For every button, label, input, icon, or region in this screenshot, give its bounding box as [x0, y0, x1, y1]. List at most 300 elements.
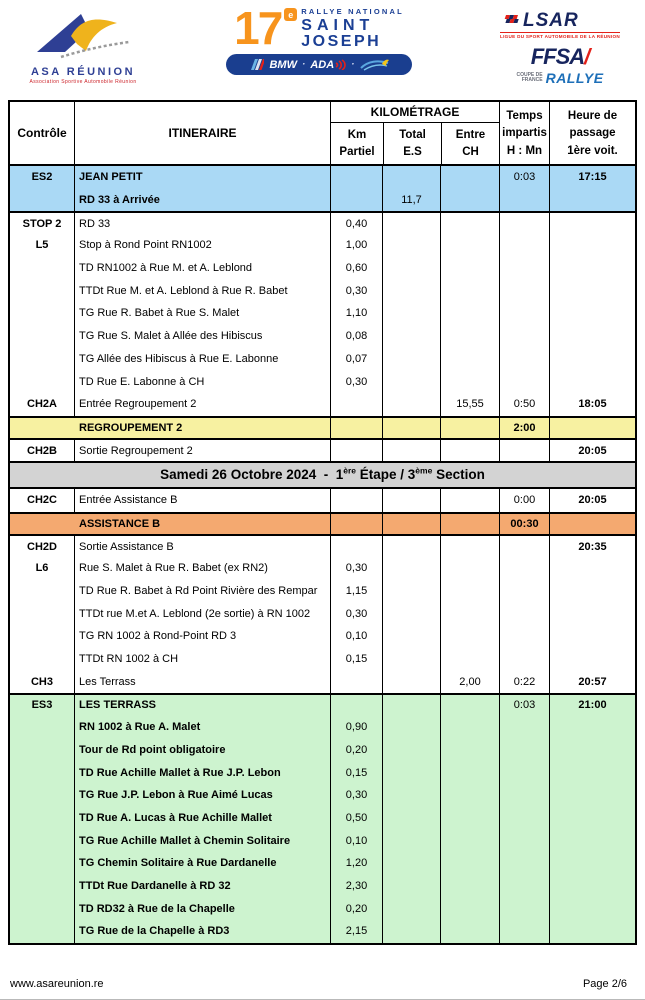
control-cell: [10, 580, 74, 603]
control-cell: [10, 784, 74, 807]
heure-cell: 20:35: [549, 536, 635, 557]
entre-ch-cell: [440, 716, 499, 739]
itinerary-cell: TG Chemin Solitaire à Rue Dardanelle: [74, 852, 330, 875]
total-es-cell: [382, 670, 440, 693]
bmw-m-stripes-icon: [248, 59, 264, 70]
entre-ch-cell: [440, 325, 499, 348]
km-partiel-cell: 0,20: [330, 739, 382, 762]
heure-cell: [549, 807, 635, 830]
km-partiel-cell: [330, 489, 382, 512]
table-row: [10, 302, 635, 325]
heure-cell: [549, 761, 635, 784]
rows-after-banner: [10, 489, 635, 943]
itinerary-cell: TG RN 1002 à Rond-Point RD 3: [74, 625, 330, 648]
control-cell: [10, 852, 74, 875]
temps-cell: [499, 370, 549, 393]
table-row: [10, 257, 635, 280]
lsar-logo: [500, 12, 620, 39]
total-es-cell: [382, 739, 440, 762]
itinerary-cell: TD Rue E. Labonne à CH: [74, 370, 330, 393]
temps-cell: 0:00: [499, 489, 549, 512]
table-row: [10, 234, 635, 257]
entre-ch-cell: [440, 625, 499, 648]
total-es-cell: [382, 875, 440, 898]
table-row: [10, 557, 635, 580]
table-row: [10, 580, 635, 603]
temps-cell: [499, 897, 549, 920]
total-es-cell: [382, 213, 440, 234]
km-partiel-cell: 0,30: [330, 279, 382, 302]
temps-cell: 00:30: [499, 514, 549, 535]
ffsa-name: FFSA: [530, 44, 585, 69]
wave-icon: [360, 58, 390, 71]
control-cell: CH2D: [27, 540, 57, 553]
total-es-cell: [382, 557, 440, 580]
itinerary-cell: REGROUPEMENT 2: [79, 421, 183, 434]
entre-ch-cell: [440, 807, 499, 830]
km-partiel-cell: 0,30: [330, 602, 382, 625]
table-row: [10, 166, 635, 189]
total-es-cell: [382, 393, 440, 416]
table-row: [10, 393, 635, 416]
header-controle: Contrôle: [17, 126, 67, 140]
temps-cell: [499, 302, 549, 325]
entre-ch-cell: [440, 489, 499, 512]
temps-cell: [499, 807, 549, 830]
control-cell: [10, 920, 74, 943]
event-line2: SAINT: [301, 17, 375, 34]
control-cell: STOP 2: [22, 217, 62, 230]
temps-cell: [499, 325, 549, 348]
entre-ch-cell: [440, 829, 499, 852]
total-es-cell: [382, 897, 440, 920]
heure-cell: [549, 514, 635, 535]
header-entre-ch: Entre CH: [441, 123, 499, 164]
ffsa-slash: /: [584, 44, 590, 69]
table-row: [10, 625, 635, 648]
temps-cell: 0:50: [499, 393, 549, 416]
temps-cell: [499, 234, 549, 257]
itinerary-cell: TG Rue Achille Mallet à Chemin Solitaire: [74, 829, 330, 852]
temps-cell: [499, 852, 549, 875]
header-temps: Temps impartis H : Mn: [499, 102, 549, 164]
temps-cell: [499, 716, 549, 739]
control-cell: CH2A: [27, 398, 57, 411]
itinerary-cell: Stop à Rond Point RN1002: [74, 234, 330, 257]
km-partiel-cell: 0,10: [330, 829, 382, 852]
control-cell: [10, 807, 74, 830]
itinerary-cell: Les Terrass: [74, 670, 330, 693]
table-row: [10, 716, 635, 739]
heure-cell: [549, 625, 635, 648]
checkered-flag-icon: [500, 15, 520, 27]
control-cell: CH2C: [27, 494, 57, 507]
itinerary-cell: TG Rue de la Chapelle à RD3: [74, 920, 330, 943]
entre-ch-cell: [440, 418, 499, 439]
page-footer: [10, 978, 627, 990]
control-cell: [10, 514, 74, 535]
km-partiel-cell: [330, 536, 382, 557]
entre-ch-cell: [440, 580, 499, 603]
total-es-cell: [382, 695, 440, 716]
header-km-partiel: Km Partiel: [339, 129, 375, 158]
control-cell: [10, 829, 74, 852]
km-partiel-cell: [330, 418, 382, 439]
control-cell: [10, 279, 74, 302]
entre-ch-cell: [440, 602, 499, 625]
table-row: [10, 370, 635, 393]
temps-cell: [499, 536, 549, 557]
km-partiel-cell: 0,20: [330, 897, 382, 920]
itinerary-cell: TD RN1002 à Rue M. et A. Leblond: [74, 257, 330, 280]
km-partiel-cell: [330, 440, 382, 461]
control-cell: [10, 602, 74, 625]
km-partiel-cell: 0,30: [330, 370, 382, 393]
itinerary-cell: TTDt Rue Dardanelle à RD 32: [74, 875, 330, 898]
heure-cell: [549, 348, 635, 371]
km-partiel-cell: 0,10: [330, 625, 382, 648]
temps-cell: 0:03: [499, 695, 549, 716]
total-es-cell: [382, 370, 440, 393]
temps-cell: [499, 580, 549, 603]
heure-cell: [549, 279, 635, 302]
km-partiel-cell: 0,50: [330, 807, 382, 830]
temps-cell: [499, 348, 549, 371]
itinerary-cell: TTDt RN 1002 à CH: [74, 648, 330, 671]
control-cell: CH3: [30, 675, 53, 688]
control-cell: [10, 648, 74, 671]
control-cell: [10, 875, 74, 898]
total-es-cell: [382, 234, 440, 257]
control-cell: [10, 302, 74, 325]
heure-cell: [549, 875, 635, 898]
temps-cell: 0:22: [499, 670, 549, 693]
temps-cell: [499, 213, 549, 234]
temps-cell: [499, 761, 549, 784]
control-cell: [10, 370, 74, 393]
lsar-subtitle: LIGUE DU SPORT AUTOMOBILE DE LA RÉUNION: [500, 34, 620, 39]
control-cell: [10, 761, 74, 784]
km-partiel-cell: 0,60: [330, 257, 382, 280]
table-row: [10, 211, 635, 234]
heure-cell: 20:57: [549, 670, 635, 693]
total-es-cell: [382, 625, 440, 648]
km-partiel-cell: [330, 514, 382, 535]
km-partiel-cell: 1,20: [330, 852, 382, 875]
itinerary-cell: TD Rue R. Babet à Rd Point Rivière des Rempar: [74, 580, 330, 603]
entre-ch-cell: [440, 761, 499, 784]
total-es-cell: [382, 829, 440, 852]
itinerary-cell: Entrée Assistance B: [74, 489, 330, 512]
lsar-name: LSAR: [523, 10, 579, 31]
sponsor-bmw: BMW: [269, 58, 297, 71]
heure-cell: [549, 557, 635, 580]
federation-logos: [485, 12, 635, 86]
itinerary-cell: TD Rue Achille Mallet à Rue J.P. Lebon: [74, 761, 330, 784]
table-row: [10, 897, 635, 920]
itinerary-cell: RD 33 à Arrivée: [74, 189, 330, 212]
heure-cell: [549, 234, 635, 257]
table-row: [10, 875, 635, 898]
table-row: [10, 670, 635, 693]
total-es-cell: [382, 536, 440, 557]
total-es-cell: [382, 761, 440, 784]
total-es-cell: [382, 602, 440, 625]
header-itineraire: ITINERAIRE: [74, 102, 330, 164]
entre-ch-cell: [440, 189, 499, 212]
km-partiel-cell: 1,00: [330, 234, 382, 257]
heure-cell: 18:05: [549, 393, 635, 416]
entre-ch-cell: [440, 257, 499, 280]
control-cell: [10, 348, 74, 371]
temps-cell: [499, 875, 549, 898]
table-row: [10, 648, 635, 671]
temps-cell: [499, 257, 549, 280]
total-es-cell: [382, 580, 440, 603]
table-row: [10, 784, 635, 807]
entre-ch-cell: [440, 695, 499, 716]
entre-ch-cell: [440, 557, 499, 580]
itinerary-cell: LES TERRASS: [74, 695, 330, 716]
entre-ch-cell: [440, 279, 499, 302]
entre-ch-cell: [440, 166, 499, 189]
itinerary-cell: Sortie Regroupement 2: [74, 440, 330, 461]
table-row: [10, 416, 635, 439]
control-cell: [10, 418, 74, 439]
heure-cell: [549, 648, 635, 671]
heure-cell: [549, 302, 635, 325]
header-total-es: Total E.S: [383, 123, 441, 164]
itinerary-cell: TG Rue S. Malet à Allée des Hibiscus: [74, 325, 330, 348]
km-partiel-cell: 2,15: [330, 920, 382, 943]
itinerary-cell: RD 33: [74, 213, 330, 234]
itinerary-cell: TG Rue R. Babet à Rue S. Malet: [74, 302, 330, 325]
total-es-cell: [382, 257, 440, 280]
km-partiel-cell: 0,15: [330, 761, 382, 784]
entre-ch-cell: [440, 875, 499, 898]
itinerary-table: [8, 100, 637, 945]
temps-cell: [499, 739, 549, 762]
heure-cell: [549, 370, 635, 393]
asa-mountain-icon: [31, 10, 135, 60]
itinerary-cell: TTDt rue M.et A. Leblond (2e sortie) à RN 1002: [74, 602, 330, 625]
itinerary-cell: TD Rue A. Lucas à Rue Achille Mallet: [74, 807, 330, 830]
entre-ch-cell: [440, 440, 499, 461]
table-row: [10, 189, 635, 212]
km-partiel-cell: 0,07: [330, 348, 382, 371]
total-es-cell: [382, 514, 440, 535]
total-es-cell: [382, 920, 440, 943]
heure-cell: [549, 829, 635, 852]
entre-ch-cell: [440, 897, 499, 920]
temps-cell: [499, 440, 549, 461]
heure-cell: [549, 897, 635, 920]
stage-date-banner: Samedi 26 Octobre 2024 - 1ère Étape / 3ème Section: [10, 461, 635, 489]
event-line3: JOSEPH: [301, 33, 382, 50]
header-heure: Heure de passage 1ère voit.: [549, 102, 635, 164]
km-partiel-cell: 1,10: [330, 302, 382, 325]
event-number-suffix: e: [284, 8, 297, 21]
temps-cell: [499, 625, 549, 648]
heure-cell: [549, 580, 635, 603]
sponsor-ada: ADA: [310, 58, 335, 71]
heure-cell: [549, 213, 635, 234]
temps-cell: [499, 279, 549, 302]
temps-cell: [499, 189, 549, 212]
itinerary-cell: TG Allée des Hibiscus à Rue E. Labonne: [74, 348, 330, 371]
table-row: [10, 438, 635, 461]
ada-signal-icon: [334, 59, 346, 70]
entre-ch-cell: [440, 514, 499, 535]
entre-ch-cell: 2,00: [440, 670, 499, 693]
total-es-cell: [382, 348, 440, 371]
control-cell: [10, 716, 74, 739]
control-cell: [10, 189, 74, 212]
km-partiel-cell: 0,08: [330, 325, 382, 348]
control-cell: L6: [35, 562, 49, 575]
entre-ch-cell: [440, 370, 499, 393]
table-row: [10, 279, 635, 302]
temps-cell: [499, 602, 549, 625]
table-row: [10, 829, 635, 852]
itinerary-cell: RN 1002 à Rue A. Malet: [74, 716, 330, 739]
footer-url: www.asareunion.re: [10, 978, 104, 990]
entre-ch-cell: [440, 648, 499, 671]
rows-before-banner: [10, 166, 635, 461]
table-row: [10, 739, 635, 762]
heure-cell: [549, 784, 635, 807]
itinerary-cell: Tour de Rd point obligatoire: [74, 739, 330, 762]
heure-cell: 21:00: [549, 695, 635, 716]
km-partiel-cell: [330, 393, 382, 416]
km-partiel-cell: [330, 189, 382, 212]
table-row: [10, 325, 635, 348]
total-es-cell: 11,7: [382, 189, 440, 212]
control-cell: L5: [35, 239, 49, 252]
total-es-cell: [382, 440, 440, 461]
entre-ch-cell: [440, 234, 499, 257]
table-row: [10, 693, 635, 716]
table-row: [10, 512, 635, 535]
heure-cell: [549, 418, 635, 439]
sponsor-pill: BMW · ADA ·: [226, 54, 412, 75]
control-cell: [10, 325, 74, 348]
temps-cell: 0:03: [499, 166, 549, 189]
table-row: [10, 602, 635, 625]
table-row: [10, 920, 635, 943]
header-kilometrage-group: [330, 102, 499, 164]
total-es-cell: [382, 302, 440, 325]
entre-ch-cell: [440, 302, 499, 325]
km-partiel-cell: 0,15: [330, 648, 382, 671]
itinerary-cell: TG Rue J.P. Lebon à Rue Aimé Lucas: [74, 784, 330, 807]
ffsa-logo: FFSA/ COUPE DE FRANCE RALLYE: [516, 44, 604, 86]
entre-ch-cell: [440, 784, 499, 807]
control-cell: [10, 739, 74, 762]
event-number: 17: [234, 2, 282, 54]
temps-cell: [499, 829, 549, 852]
table-row: [10, 348, 635, 371]
km-partiel-cell: [330, 695, 382, 716]
entre-ch-cell: [440, 348, 499, 371]
header-kilometrage: KILOMÉTRAGE: [331, 102, 499, 123]
heure-cell: 20:05: [549, 440, 635, 461]
asa-subtitle: Association Sportive Automobile Réunion: [29, 79, 137, 85]
total-es-cell: [382, 807, 440, 830]
itinerary-cell: JEAN PETIT: [74, 166, 330, 189]
total-es-cell: [382, 784, 440, 807]
total-es-cell: [382, 716, 440, 739]
itinerary-cell: Rue S. Malet à Rue R. Babet (ex RN2): [74, 557, 330, 580]
logo-header: [0, 2, 645, 96]
table-header: [10, 102, 635, 166]
entre-ch-cell: [440, 213, 499, 234]
temps-cell: [499, 784, 549, 807]
control-cell: [10, 257, 74, 280]
table-row: [10, 534, 635, 557]
heure-cell: [549, 257, 635, 280]
heure-cell: [549, 325, 635, 348]
entre-ch-cell: 15,55: [440, 393, 499, 416]
km-partiel-cell: [330, 166, 382, 189]
control-cell: [10, 625, 74, 648]
ffsa-rallye: RALLYE: [545, 70, 604, 86]
event-line1: RALLYE NATIONAL: [301, 7, 404, 16]
entre-ch-cell: [440, 739, 499, 762]
heure-cell: [549, 716, 635, 739]
asa-name: ASA RÉUNION: [30, 66, 136, 78]
table-row: [10, 807, 635, 830]
control-cell: ES3: [31, 699, 53, 712]
heure-cell: [549, 602, 635, 625]
total-es-cell: [382, 166, 440, 189]
km-partiel-cell: 1,15: [330, 580, 382, 603]
table-row: [10, 852, 635, 875]
temps-cell: [499, 557, 549, 580]
temps-cell: [499, 920, 549, 943]
total-es-cell: [382, 489, 440, 512]
heure-cell: 20:05: [549, 489, 635, 512]
km-partiel-cell: 0,30: [330, 784, 382, 807]
km-partiel-cell: 2,30: [330, 875, 382, 898]
km-partiel-cell: 0,30: [330, 557, 382, 580]
itinerary-cell: TTDt Rue M. et A. Leblond à Rue R. Babet: [74, 279, 330, 302]
control-cell: [10, 897, 74, 920]
control-cell: ES2: [31, 171, 53, 184]
total-es-cell: [382, 648, 440, 671]
control-cell: CH2B: [27, 444, 57, 457]
km-partiel-cell: [330, 670, 382, 693]
table-row: [10, 489, 635, 512]
entre-ch-cell: [440, 920, 499, 943]
event-logo: [200, 2, 438, 75]
heure-cell: 17:15: [549, 166, 635, 189]
asa-reunion-logo: [8, 10, 158, 85]
itinerary-cell: ASSISTANCE B: [79, 517, 161, 530]
temps-cell: 2:00: [499, 418, 549, 439]
heure-cell: [549, 739, 635, 762]
total-es-cell: [382, 325, 440, 348]
itinerary-cell: TD RD32 à Rue de la Chapelle: [74, 897, 330, 920]
itinerary-cell: Entrée Regroupement 2: [74, 393, 330, 416]
total-es-cell: [382, 852, 440, 875]
total-es-cell: [382, 279, 440, 302]
total-es-cell: [382, 418, 440, 439]
itinerary-cell: Sortie Assistance B: [74, 536, 330, 557]
entre-ch-cell: [440, 852, 499, 875]
heure-cell: [549, 920, 635, 943]
km-partiel-cell: 0,40: [330, 213, 382, 234]
